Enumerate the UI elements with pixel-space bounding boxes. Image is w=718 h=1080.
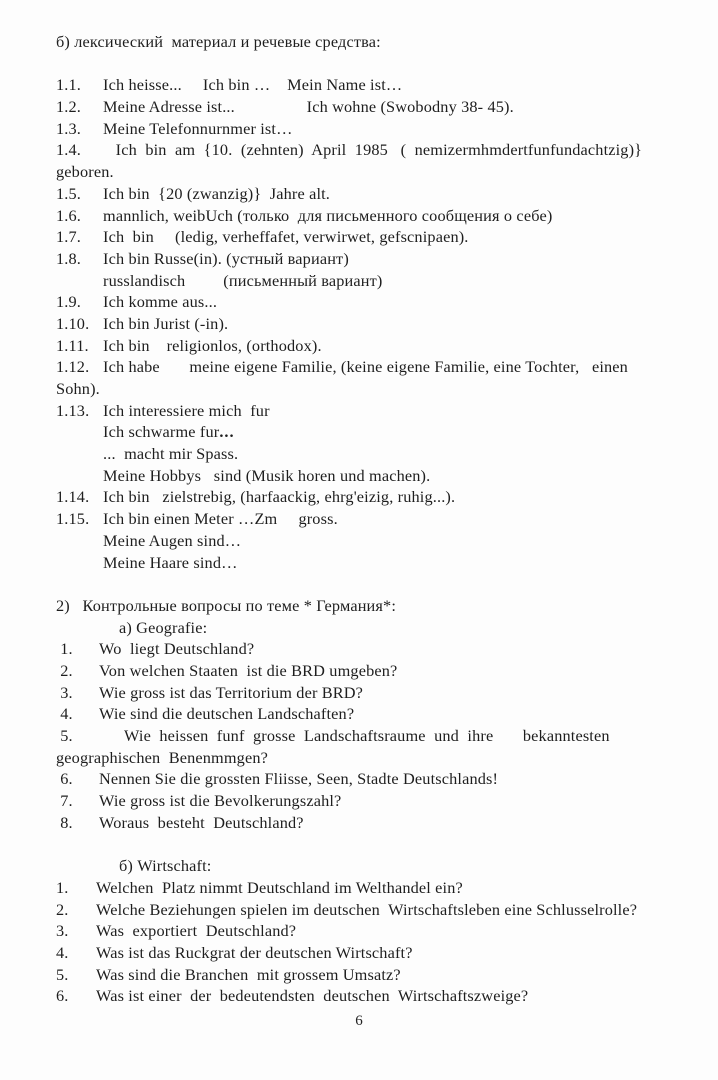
blank-line: [56, 573, 704, 595]
text-line: [56, 855, 704, 877]
line-text: Wie heissen funf grosse Landschaftsraume und ihre bekanntesten: [99, 726, 610, 745]
line-text: Was ist einer der bedeutendsten deutschen Wirtschaftszweige?: [96, 986, 529, 1006]
text-line: [56, 703, 704, 725]
line-text: Wo liegt Deutschland?: [99, 639, 255, 659]
text-line: [56, 660, 704, 682]
line-text: Ich schwarme fur: [103, 422, 220, 442]
item-number: 1.3.: [56, 118, 82, 138]
item-number: 1.9.: [56, 292, 82, 312]
text-line: [56, 486, 704, 508]
line-text: а) Geografie:: [119, 617, 208, 637]
item-number: 6.: [56, 769, 73, 789]
text-line: [56, 443, 704, 465]
text-line: [56, 96, 704, 118]
text-line: [56, 899, 704, 921]
text-line: [56, 747, 704, 769]
text-line: [56, 942, 704, 964]
text-line: [56, 356, 704, 378]
item-number: 4.: [56, 704, 73, 724]
text-line: [56, 790, 704, 812]
line-text: Was sind die Branchen mit grossem Umsatz?: [96, 964, 401, 984]
document-body: [56, 31, 704, 1007]
line-text: 2) Контрольные вопросы по теме * Германия*:: [56, 595, 397, 615]
line-text: Meine Adresse ist... Ich wohne (Swobodny 38- 45).: [103, 97, 514, 117]
line-text: Ich bin {20 (zwanzig)} Jahre alt.: [103, 183, 331, 203]
page-number: 6: [355, 1013, 363, 1029]
text-line: [56, 638, 704, 660]
line-text: ... macht mir Spass.: [103, 444, 239, 464]
item-number: 1.11.: [56, 335, 89, 355]
item-number: 1.: [56, 877, 69, 897]
line-text: Was ist das Ruckgrat der deutschen Wirtschaft?: [96, 942, 413, 962]
line-text: Ich habe meine eigene Familie, (keine eigene Familie, eine Tochter, einen: [103, 357, 628, 377]
line-text: Welche Beziehungen spielen im deutschen Wirtschaftsleben eine Schlusselrolle?: [96, 899, 638, 919]
item-number: 1.12.: [56, 357, 90, 377]
line-text: mannlich, weibUch (только для письменного сообщения о себе): [103, 205, 553, 225]
item-number: 1.2.: [56, 97, 82, 117]
text-line: [56, 812, 704, 834]
line-text: б) лексический материал и речевые средства:: [56, 32, 381, 51]
text-line: [56, 335, 704, 357]
line-text: Woraus besteht Deutschland?: [99, 812, 304, 832]
text-line: [56, 682, 704, 704]
text-line: [56, 226, 704, 248]
item-number: 1.15.: [56, 509, 90, 529]
line-text: б) Wirtschaft:: [119, 856, 212, 876]
item-number: 4.: [56, 942, 69, 962]
line-text: Ich komme aus...: [103, 292, 218, 312]
text-line: [56, 270, 704, 292]
item-number: 1.6.: [56, 205, 82, 225]
text-line: [56, 291, 704, 313]
line-text: Wie sind die deutschen Landschaften?: [99, 704, 355, 724]
item-number: 6.: [56, 986, 69, 1006]
text-line: [56, 74, 704, 96]
text-line: [56, 313, 704, 335]
text-line: [56, 964, 704, 986]
line-text: russlandisch (письменный вариант): [103, 270, 383, 290]
text-line: [56, 920, 704, 942]
item-number: 8.: [56, 812, 73, 832]
item-number: 7.: [56, 791, 73, 811]
line-text: Ich bin einen Meter …Zm gross.: [103, 509, 338, 529]
item-number: 1.14.: [56, 487, 90, 507]
blank-line: [56, 53, 704, 75]
line-text: Was exportiert Deutschland?: [96, 921, 297, 941]
line-text: Meine Haare sind…: [103, 552, 238, 572]
item-number: 5.: [56, 964, 69, 984]
line-text: Meine Hobbys sind (Musik horen und machen).: [103, 465, 431, 485]
line-text: Ich interessiere mich fur: [103, 400, 270, 420]
line-text: Meine Telefonnurnmer ist…: [103, 118, 293, 138]
line-text: Ich bin am {10. (zehnten) April 1985 ( nemizermhmdertfunfundachtzig)}: [103, 140, 643, 160]
line-text: geographischen Benenmmgen?: [56, 747, 269, 767]
text-line: [56, 139, 704, 161]
item-number: 1.7.: [56, 227, 82, 247]
text-line: [56, 205, 704, 227]
item-number: 1.10.: [56, 313, 90, 333]
line-text: Nennen Sie die grossten Fliisse, Seen, Stadte Deutschlands!: [99, 769, 499, 789]
text-line: [56, 768, 704, 790]
text-line: [56, 378, 704, 400]
text-line: [56, 877, 704, 899]
line-text: Von welchen Staaten ist die BRD umgeben?: [99, 660, 398, 680]
item-number: 1.5.: [56, 183, 82, 203]
bold-text: ...: [219, 422, 235, 442]
text-line: [56, 31, 704, 53]
text-line: [56, 421, 704, 443]
text-line: [56, 161, 704, 183]
text-line: [56, 248, 704, 270]
line-text: Sohn).: [56, 379, 100, 398]
blank-line: [56, 833, 704, 855]
text-line: [56, 552, 704, 574]
item-number: 1.13.: [56, 400, 90, 420]
item-number: 1.4.: [56, 140, 82, 160]
text-line: [56, 508, 704, 530]
text-line: [56, 725, 704, 747]
item-number: 2.: [56, 899, 69, 919]
text-line: [56, 400, 704, 422]
text-line: [56, 465, 704, 487]
item-number: 1.1.: [56, 75, 82, 95]
line-text: Wie gross ist die Bevolkerungszahl?: [99, 791, 342, 811]
text-line: [56, 183, 704, 205]
text-line: [56, 985, 704, 1007]
line-text: Meine Augen sind…: [103, 530, 242, 550]
item-number: 1.8.: [56, 248, 82, 268]
text-line: [56, 617, 704, 639]
line-text: Ich heisse... Ich bin … Mein Name ist…: [103, 75, 403, 95]
line-text: Welchen Platz nimmt Deutschland im Welthandel ein?: [96, 877, 463, 897]
text-line: [56, 595, 704, 617]
line-text: geboren.: [56, 162, 114, 182]
item-number: 1.: [56, 639, 73, 659]
line-text: Ich bin Jurist (-in).: [103, 313, 229, 333]
item-number: 3.: [56, 921, 69, 941]
line-text: Ich bin (ledig, verheffafet, verwirwet, gefscnipaen).: [103, 227, 469, 247]
line-text: Ich bin zielstrebig, (harfaackig, ehrg'eizig, ruhig...).: [103, 487, 456, 507]
item-number: 2.: [56, 660, 73, 680]
line-text: Ich bin Russe(in). (устный вариант): [103, 248, 349, 268]
item-number: 5.: [56, 726, 73, 745]
line-text: Wie gross ist das Territorium der BRD?: [99, 682, 364, 702]
text-line: [56, 530, 704, 552]
text-line: [56, 118, 704, 140]
item-number: 3.: [56, 682, 73, 702]
line-text: Ich bin religionlos, (orthodox).: [103, 335, 322, 355]
